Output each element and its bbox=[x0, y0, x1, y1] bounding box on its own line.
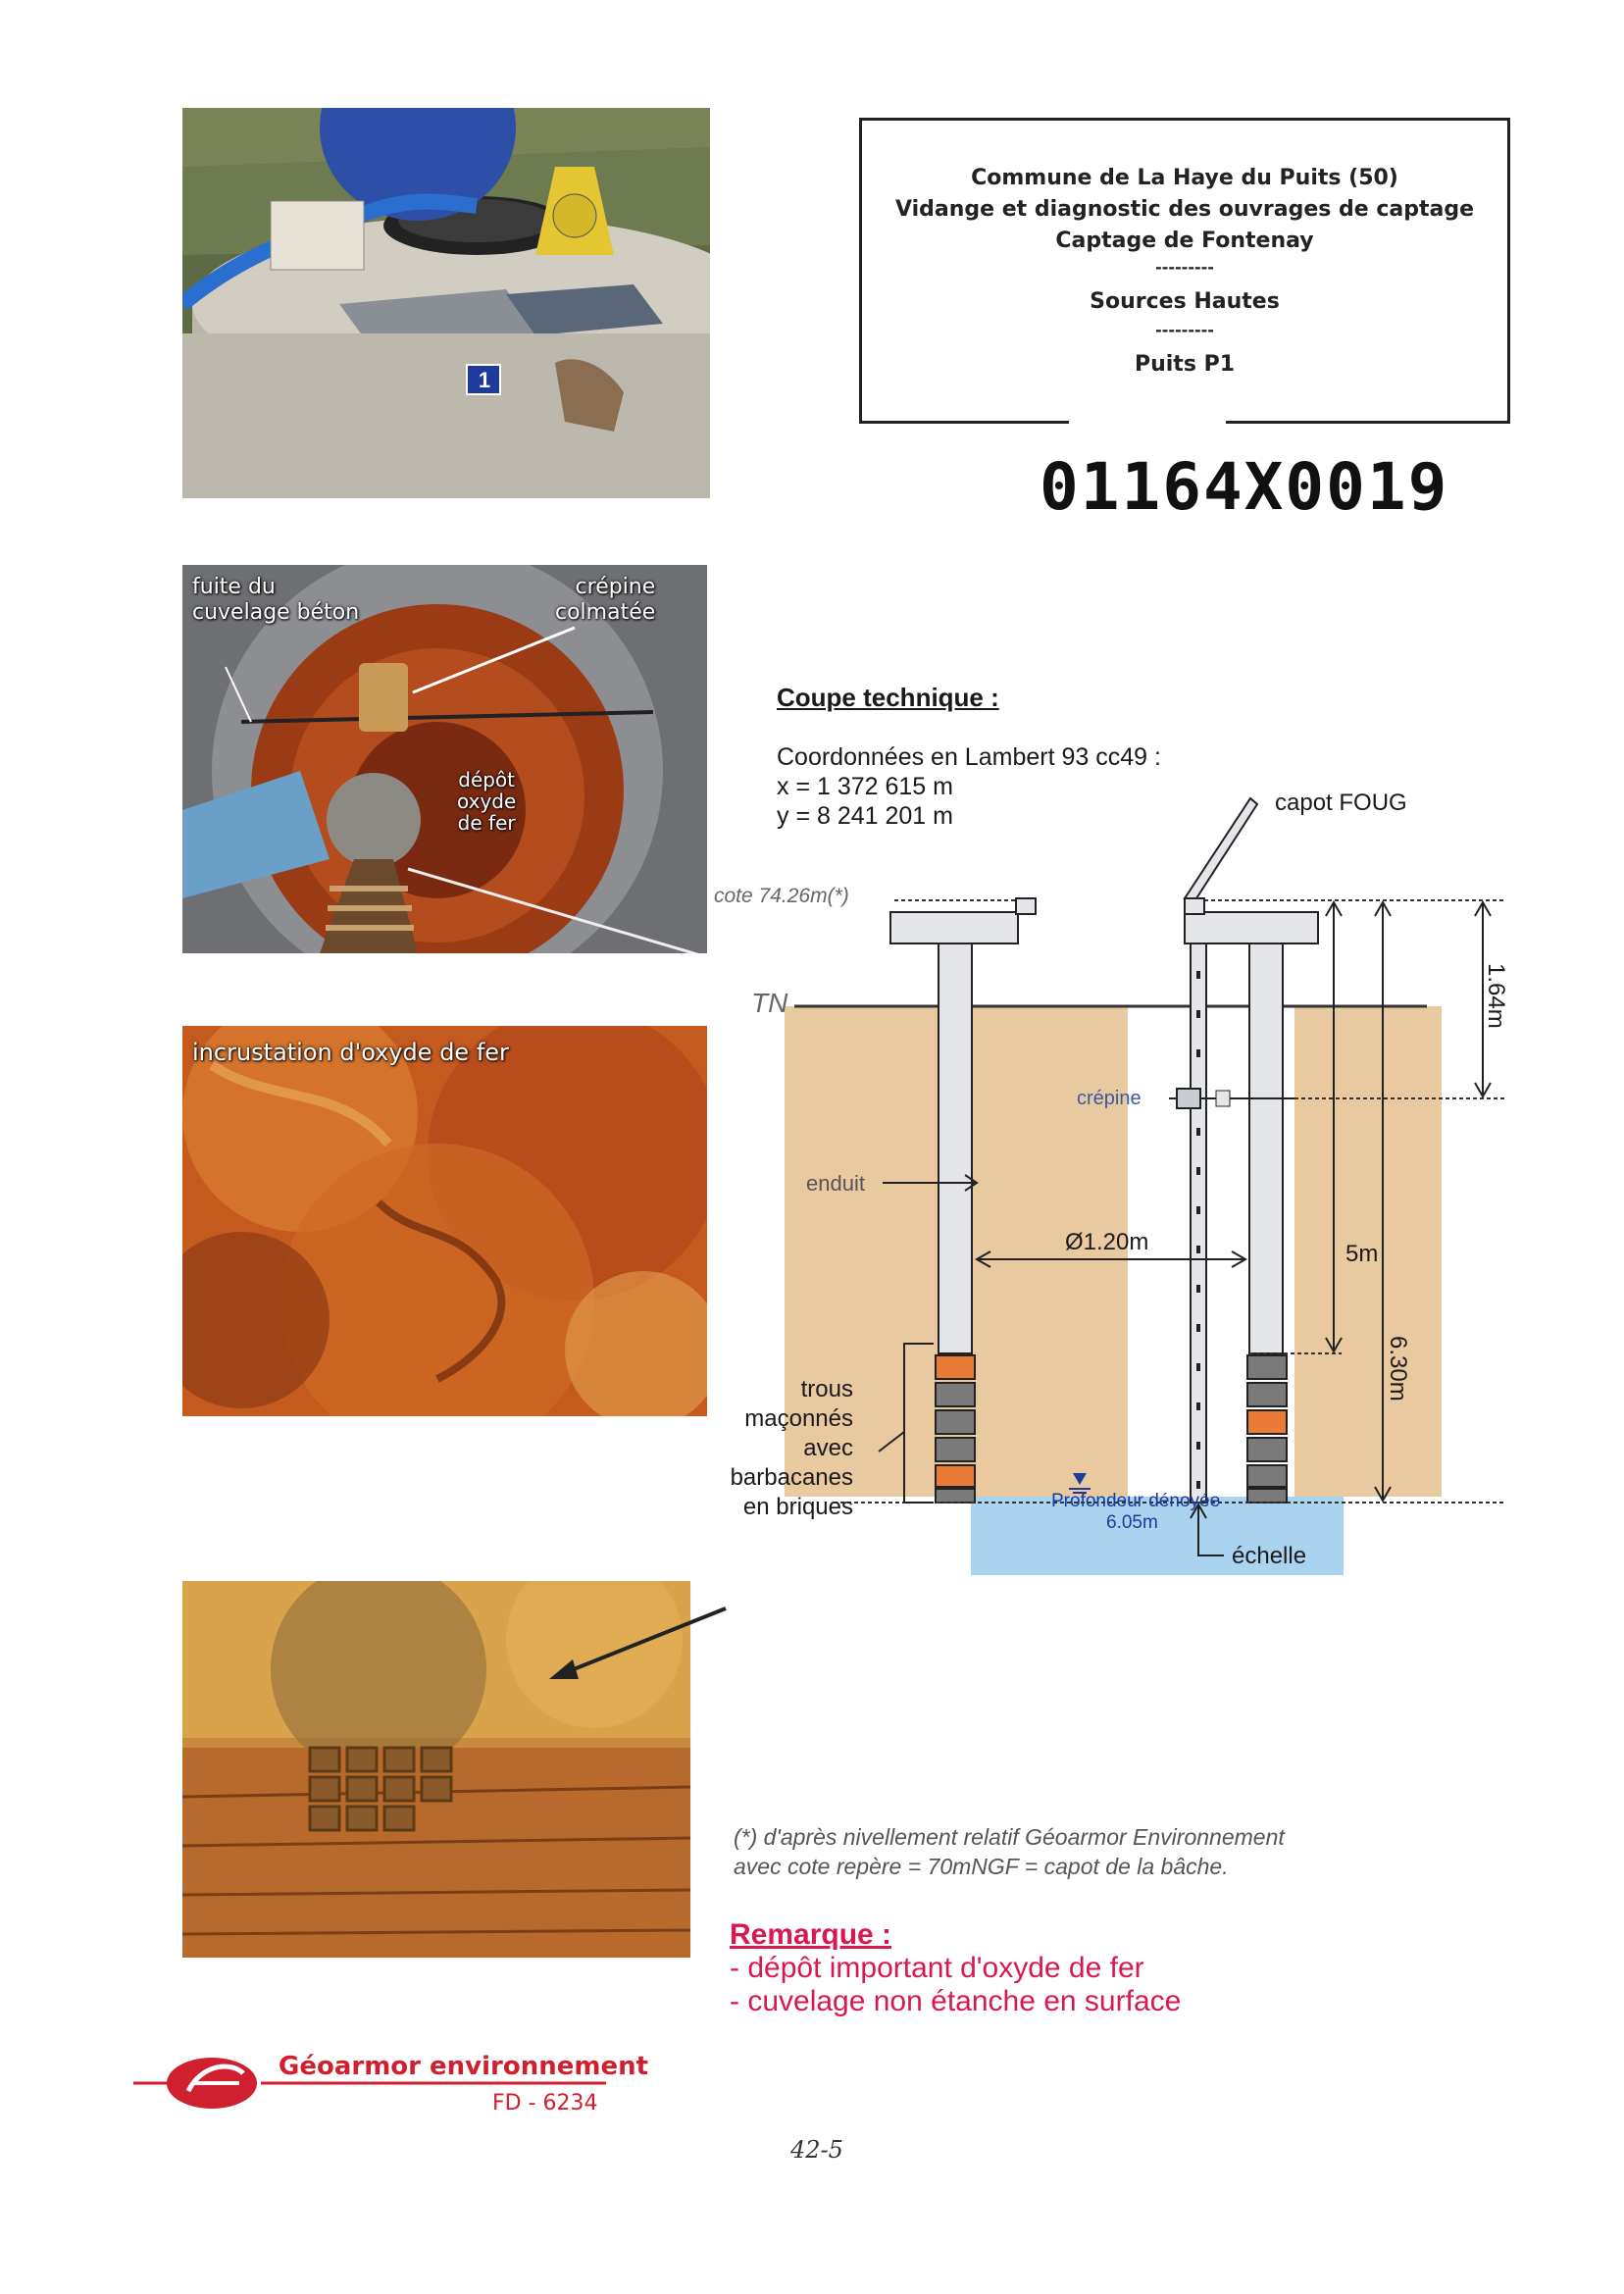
coordinates-title: Coordonnées en Lambert 93 cc49 : bbox=[777, 743, 1161, 771]
label-dim-6-30m: 6.30m bbox=[1385, 1336, 1411, 1402]
label-elevation: cote 74.26m(*) bbox=[714, 885, 849, 907]
well-cross-section-diagram bbox=[686, 775, 1569, 1814]
label-ladder: échelle bbox=[1232, 1543, 1307, 1569]
photo-well-head bbox=[182, 108, 710, 498]
title-captage: Captage de Fontenay bbox=[1055, 229, 1314, 253]
wall-right bbox=[1249, 942, 1283, 1353]
label-holes-line-1: trous bbox=[800, 1376, 853, 1402]
wall-left bbox=[939, 942, 972, 1353]
label-dim-5m: 5m bbox=[1345, 1241, 1379, 1267]
label-iron-deposit: dépôt oxyde de fer bbox=[457, 768, 517, 835]
handwritten-note: 42-5 bbox=[790, 2136, 843, 2164]
photo-well-inside bbox=[182, 565, 707, 953]
screen-box bbox=[1177, 1089, 1200, 1108]
label-concrete-leak: fuite du cuvelage béton bbox=[192, 575, 360, 625]
label-holes-line-4: barbacanes bbox=[730, 1464, 853, 1491]
label-water-depth: Profondeur dénoyée bbox=[1051, 1491, 1221, 1511]
slab-lip-left bbox=[1016, 898, 1036, 914]
label-screen: crépine bbox=[1077, 1088, 1142, 1109]
remark-item-2: - cuvelage non étanche en surface bbox=[730, 1985, 1182, 2017]
reference-code: 01164X0019 bbox=[1040, 449, 1449, 525]
coordinate-y: y = 8 241 201 m bbox=[777, 802, 953, 830]
title-box-gap bbox=[1069, 412, 1226, 428]
label-diameter: Ø1.20m bbox=[1065, 1229, 1149, 1255]
iron-crust-illustration bbox=[182, 1026, 707, 1416]
label-holes-line-5: en briques bbox=[742, 1494, 853, 1520]
title-box bbox=[859, 118, 1510, 424]
label-iron-incrustation: incrustation d'oxyde de fer bbox=[192, 1039, 509, 1066]
well-number-marker: 1 bbox=[478, 368, 491, 392]
label-water-depth-value: 6.05m bbox=[1106, 1512, 1158, 1533]
label-render: enduit bbox=[806, 1171, 865, 1196]
footnote-line-1: (*) d'après nivellement relatif Géoarmor Environnement bbox=[734, 1824, 1285, 1850]
label-dim-1-64m: 1.64m bbox=[1483, 963, 1509, 1029]
title-subject: Vidange et diagnostic des ouvrages de captage bbox=[894, 197, 1475, 222]
title-sources: Sources Hautes bbox=[1090, 289, 1280, 314]
section-heading: Coupe technique : bbox=[777, 683, 999, 712]
label-cap: capot FOUG bbox=[1275, 790, 1407, 816]
slab-right bbox=[1185, 912, 1318, 943]
coordinate-x: x = 1 372 615 m bbox=[777, 773, 953, 800]
footnote-line-2: avec cote repère = 70mNGF = capot de la bâche. bbox=[734, 1854, 1229, 1879]
remark-item-1: - dépôt important d'oxyde de fer bbox=[730, 1952, 1144, 1984]
slab-lip-right bbox=[1185, 898, 1204, 914]
well-head-illustration bbox=[182, 108, 710, 498]
slab-left bbox=[890, 912, 1018, 943]
title-separator: --------- bbox=[1155, 321, 1214, 339]
photo-iron-crust bbox=[182, 1026, 707, 1416]
company-name: Géoarmor environnement bbox=[279, 2052, 649, 2081]
label-holes-line-3: avec bbox=[803, 1435, 853, 1461]
cap-lid bbox=[1185, 798, 1257, 898]
document-code: FD - 6234 bbox=[492, 2091, 598, 2116]
title-separator: --------- bbox=[1155, 258, 1214, 277]
label-clogged-screen: crépine colmatée bbox=[555, 575, 656, 625]
remark-title: Remarque : bbox=[730, 1918, 892, 1951]
label-ground: TN bbox=[751, 988, 788, 1018]
title-well: Puits P1 bbox=[1134, 352, 1236, 377]
ladder bbox=[1191, 943, 1206, 1503]
title-commune: Commune de La Haye du Puits (50) bbox=[971, 166, 1398, 190]
label-holes-line-2: maçonnés bbox=[744, 1405, 853, 1432]
